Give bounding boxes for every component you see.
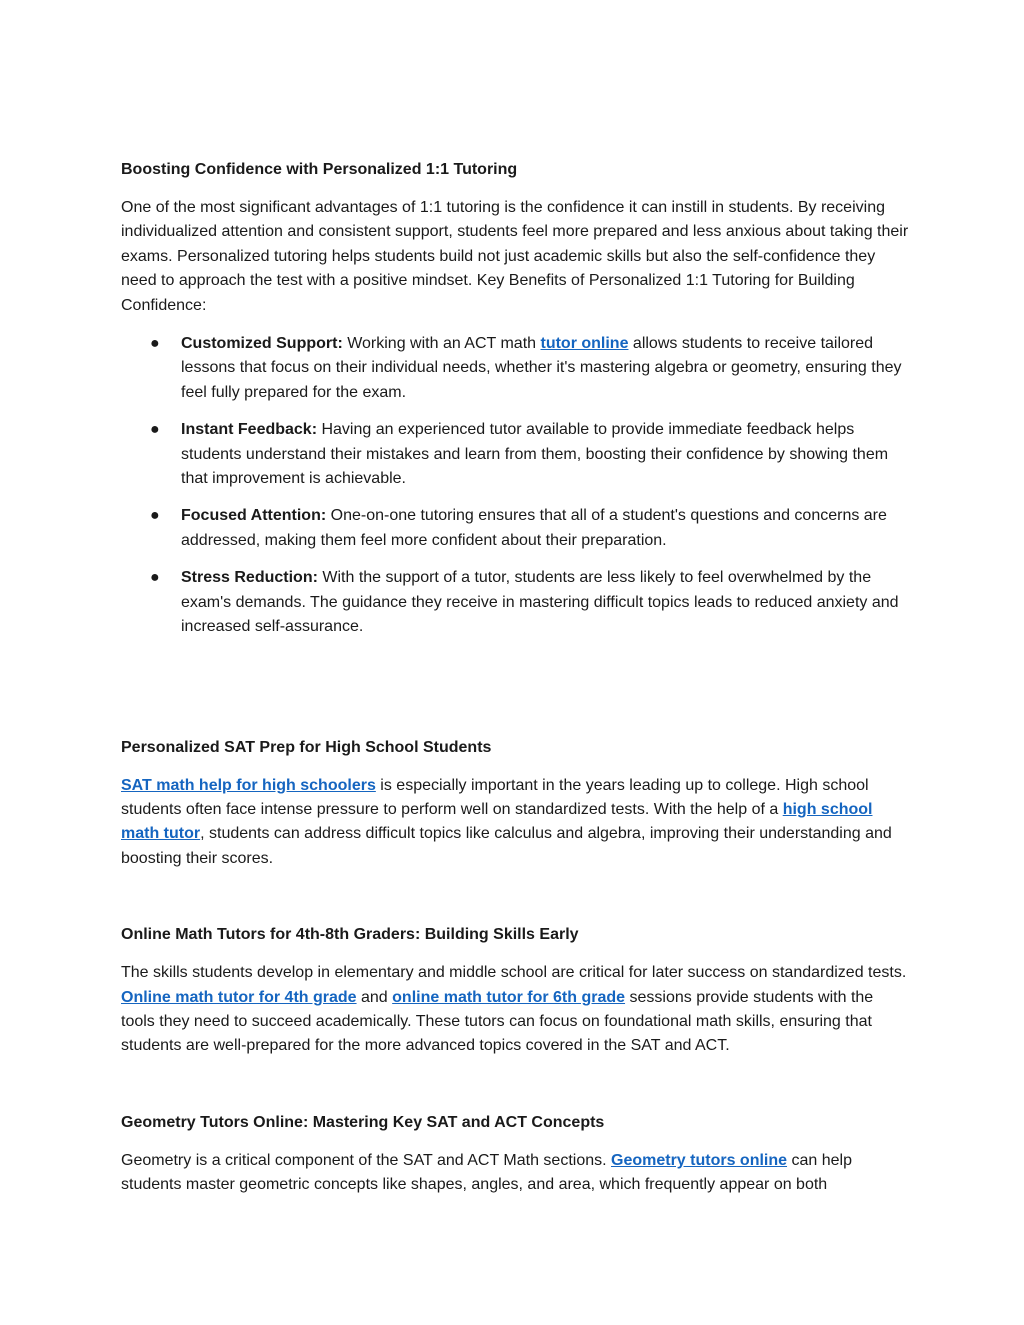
section-sat-prep: [121, 736, 911, 872]
section-boosting-confidence: [121, 158, 911, 640]
bullet-text: Working with an ACT math: [342, 335, 541, 353]
geometry-tutors-online-link[interactable]: Geometry tutors online: [611, 1151, 788, 1169]
sat-math-help-link[interactable]: SAT math help for high schoolers: [121, 776, 376, 794]
section-online-math-tutors: [121, 923, 911, 1059]
list-item: [121, 418, 911, 491]
bullet-icon: ●: [150, 421, 160, 439]
bullet-icon: ●: [150, 507, 160, 525]
list-item: [121, 504, 911, 553]
section-paragraph: One of the most significant advantages of 1:1 tutoring is the confidence it can instill in students. By receiving individualized attention and consistent support, students feel more prepared and less anxious about taking their exams. Personalized tutoring helps students build not just academic skills but also the self-confidence they need to approach the test with a positive mindset. Key Benefits of Personalized 1:1 Tutoring for Building Confidence:: [121, 199, 909, 314]
section-heading: Geometry Tutors Online: Mastering Key SAT and ACT Concepts: [121, 1113, 605, 1131]
section-heading: Boosting Confidence with Personalized 1:1 Tutoring: [121, 161, 518, 178]
bullet-text: One-on-one tutoring ensures that all of a student's questions and concerns are addressed, making them feel more confident about their preparation.: [181, 507, 887, 549]
section-paragraph: [121, 961, 911, 1059]
paragraph-text: is especially important in the years leading up to college. High school students often face intense pressure to perform well on standardized tests. With the help of a: [121, 776, 869, 818]
document-page: [121, 158, 911, 1212]
math-tutor-6th-grade-link[interactable]: online math tutor for 6th grade: [392, 988, 626, 1006]
bullet-title: Instant Feedback:: [181, 421, 318, 439]
bullet-icon: ●: [150, 569, 160, 587]
bullet-title: Customized Support:: [181, 335, 343, 353]
bullet-text: allows students to receive tailored lessons that focus on their individual needs, whether it's mastering algebra or geometry, ensuring they feel fully prepared for the exam.: [181, 335, 902, 401]
paragraph-text: The skills students develop in elementary and middle school are critical for later success on standardized tests.: [121, 964, 907, 982]
paragraph-text: , students can address difficult topics like calculus and algebra, improving their understanding and boosting their scores.: [121, 825, 892, 867]
paragraph-text: can help students master geometric concepts like shapes, angles, and area, which frequently appear on both: [121, 1151, 852, 1194]
list-item: [121, 566, 911, 639]
bullet-icon: ●: [150, 335, 160, 353]
section-paragraph: [121, 774, 911, 872]
math-tutor-4th-grade-link[interactable]: Online math tutor for 4th grade: [121, 988, 357, 1006]
paragraph-text: and: [356, 988, 393, 1006]
bullet-title: Stress Reduction:: [181, 569, 318, 587]
tutor-online-link[interactable]: tutor online: [540, 335, 629, 353]
bullet-text: Having an experienced tutor available to provide immediate feedback helps students understand their mistakes and learn from them, boosting their confidence by showing them that improvement is achievable.: [181, 421, 889, 488]
section-heading: Personalized SAT Prep for High School Students: [121, 738, 492, 756]
paragraph-text: Geometry is a critical component of the SAT and ACT Math sections.: [121, 1151, 611, 1169]
section-heading: Online Math Tutors for 4th-8th Graders: Building Skills Early: [121, 926, 579, 944]
paragraph-text: sessions provide students with the tools they need to succeed academically. These tutors can focus on foundational math skills, ensuring that students are well-prepared for the more advanced topics covered in the SAT and ACT.: [121, 988, 874, 1055]
benefits-list: [121, 332, 911, 639]
bullet-text: With the support of a tutor, students are less likely to feel overwhelmed by the exam's demands. The guidance they receive in mastering difficult topics leads to reduced anxiety and increased self-assurance.: [181, 569, 899, 636]
list-item: [121, 332, 911, 405]
section-paragraph: [121, 1149, 911, 1198]
high-school-math-tutor-link[interactable]: high school math tutor: [121, 800, 873, 843]
section-geometry-tutors: [121, 1111, 911, 1198]
bullet-title: Focused Attention:: [181, 507, 327, 525]
